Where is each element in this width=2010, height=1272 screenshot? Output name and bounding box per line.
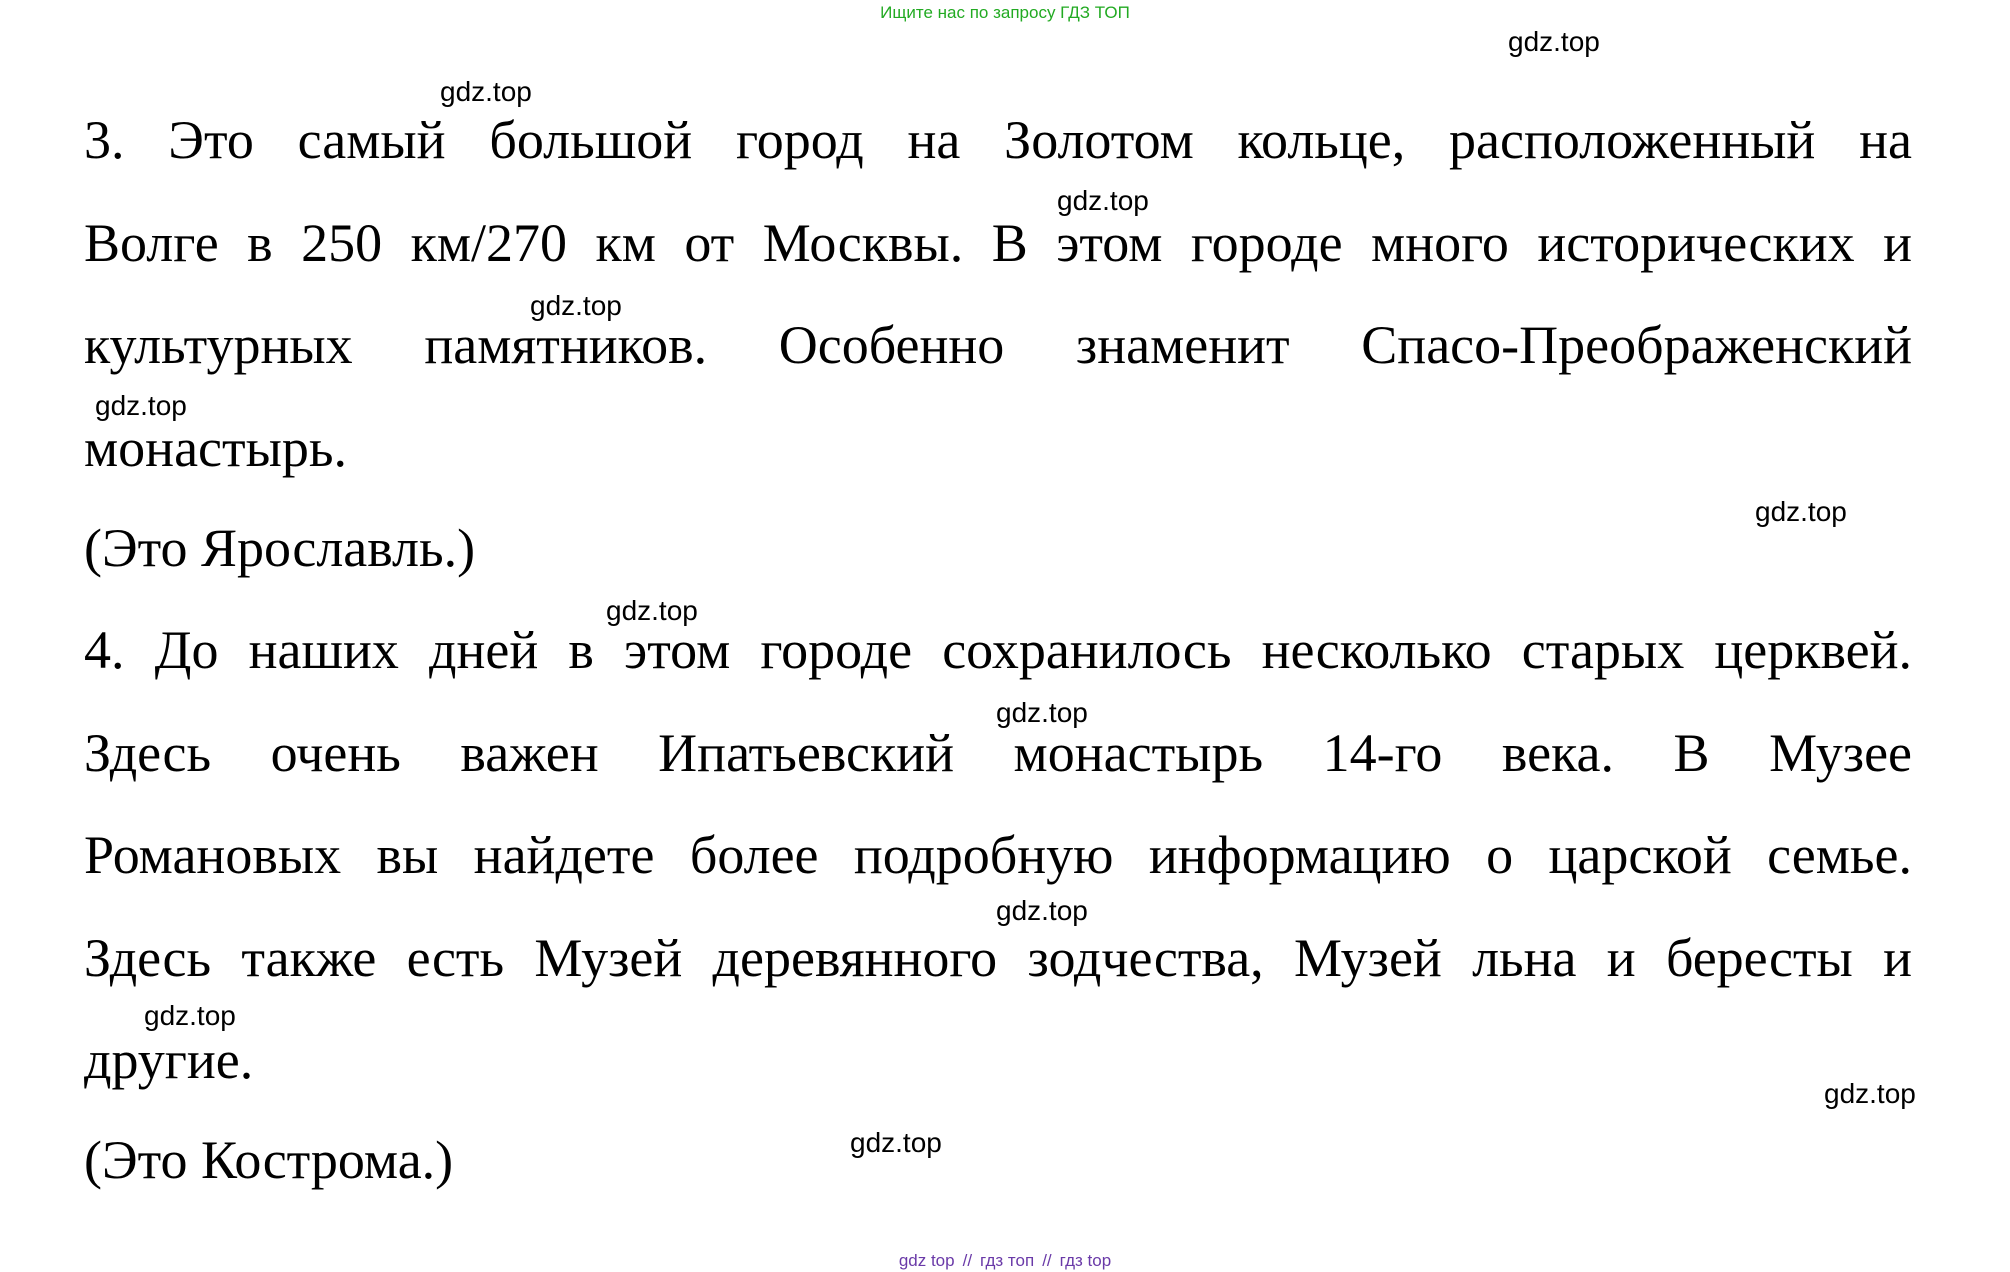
footer-separator: // xyxy=(1042,1251,1052,1270)
answer3-result: (Это Ярославль.) xyxy=(84,518,476,578)
watermark: gdz.top xyxy=(996,697,1088,728)
answer3-line3: культурных памятников. Особенно знаменит Спасо-Преображенский xyxy=(84,315,1912,375)
answer3-line1: 3. Это самый большой город на Золотом кольце, расположенный на xyxy=(84,110,1912,170)
watermark: gdz.top xyxy=(1755,496,1847,527)
answer4-line1: 4. До наших дней в этом городе сохранилось несколько старых церквей. xyxy=(84,620,1912,680)
answer3-line2: Волге в 250 км/270 км от Москвы. В этом городе много исторических и xyxy=(84,213,1912,273)
footer-link-gdz-top-mixed[interactable]: гдз top xyxy=(1059,1251,1112,1270)
footer-link-gdz-top-ru[interactable]: гдз топ xyxy=(980,1251,1035,1270)
answer4-line2: Здесь очень важен Ипатьевский монастырь 14-го века. В Музее xyxy=(84,723,1912,783)
watermark: gdz.top xyxy=(95,390,187,421)
watermark: gdz.top xyxy=(606,595,698,626)
top-banner: Ищите нас по запросу ГДЗ ТОП xyxy=(880,3,1130,22)
footer-separator: // xyxy=(962,1251,973,1270)
watermark: gdz.top xyxy=(144,1000,236,1031)
answer4-result: (Это Кострома.) xyxy=(84,1130,454,1190)
watermark: gdz.top xyxy=(530,290,622,321)
watermark: gdz.top xyxy=(996,895,1088,926)
footer-links xyxy=(0,1250,2010,1272)
answer3-line4: монастырь. xyxy=(84,418,348,478)
watermark: gdz.top xyxy=(850,1127,942,1158)
footer-link-gdz-top[interactable]: gdz top xyxy=(898,1251,955,1270)
answer4-line3: Романовых вы найдете более подробную информацию о царской семье. xyxy=(84,825,1912,885)
watermark: gdz.top xyxy=(440,76,532,107)
watermark: gdz.top xyxy=(1824,1078,1916,1109)
answer4-line5: другие. xyxy=(84,1030,254,1090)
watermark: gdz.top xyxy=(1057,185,1149,216)
answer4-line4: Здесь также есть Музей деревянного зодчества, Музей льна и бересты и xyxy=(84,928,1912,988)
watermark: gdz.top xyxy=(1508,26,1600,57)
